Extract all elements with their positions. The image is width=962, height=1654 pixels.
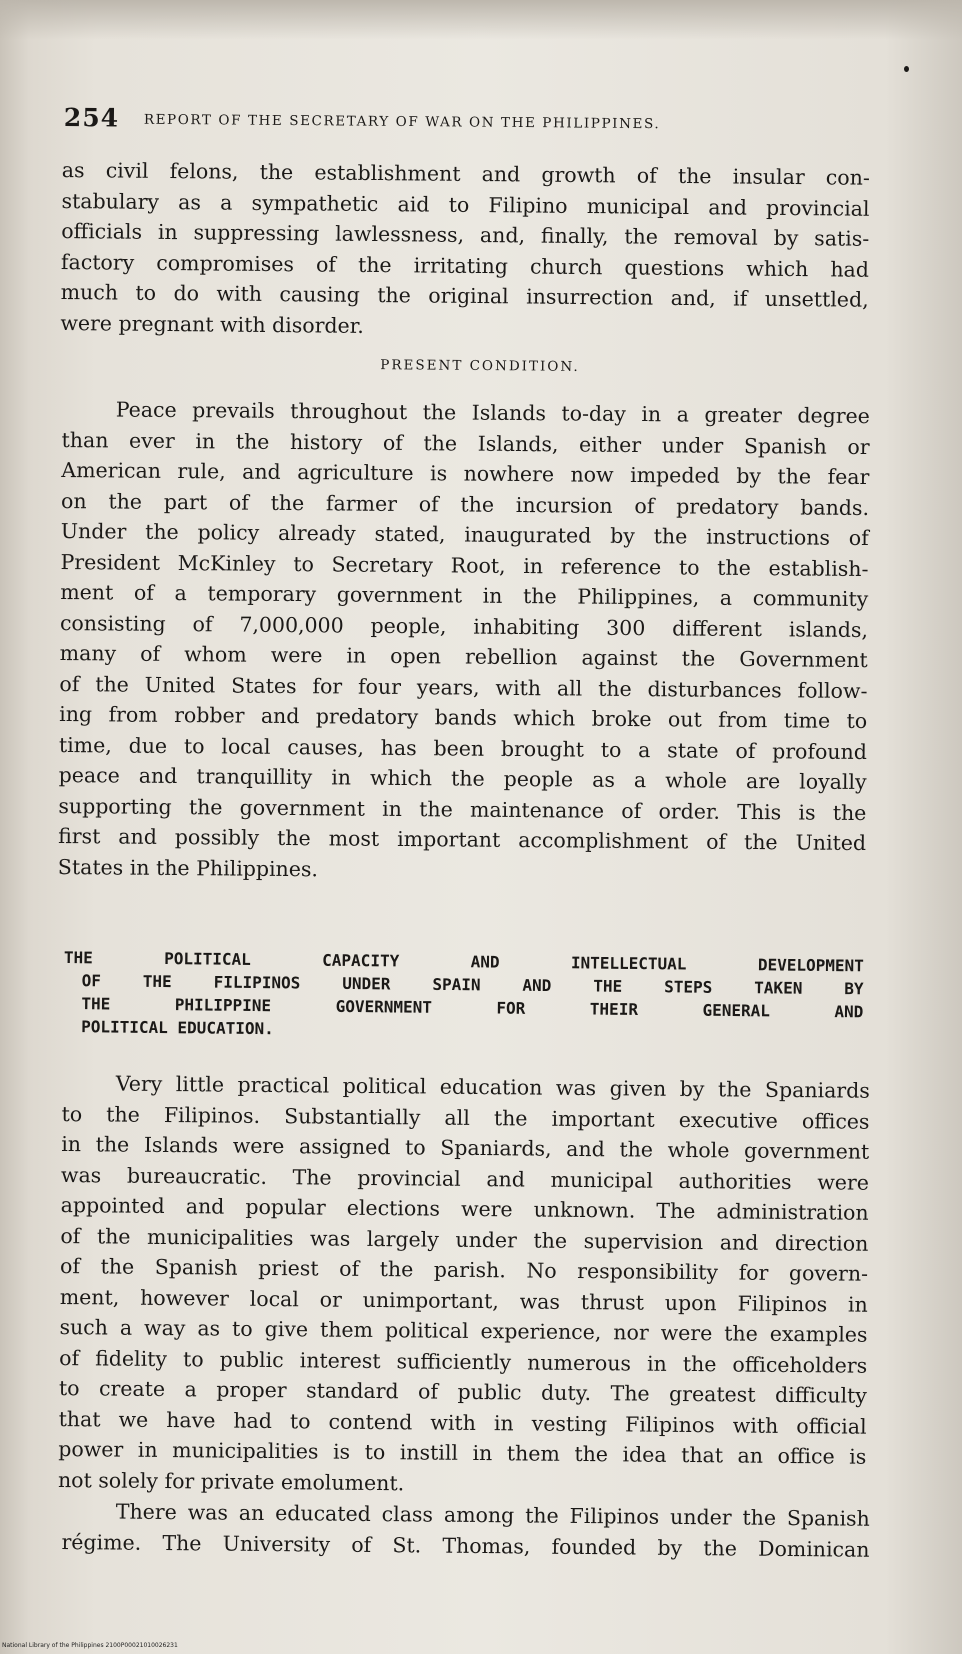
text-line: ing from robber and predatory bands which broke out from time to xyxy=(59,701,868,734)
ink-speck xyxy=(904,66,909,72)
heading-line: THE PHILIPPINE GOVERNMENT FOR THEIR GENERAL AND xyxy=(81,994,864,1022)
text-line: on the part of the farmer of the incursion of predatory bands. xyxy=(60,488,870,520)
text-line: stabulary as a sympathetic aid to Filipino municipal and provincial xyxy=(61,188,870,221)
page-number: 254 xyxy=(63,103,120,133)
text-line: ment, however local or unimportant, was thrust upon Filipinos in xyxy=(59,1284,868,1317)
text-line: ment of a temporary government in the Philippines, a community xyxy=(60,579,869,612)
paragraph-educated-class xyxy=(61,1496,870,1565)
text-line: much to do with causing the original insurrection and, if unsettled, xyxy=(60,279,869,312)
text-line: régime. The University of St. Thomas, founded by the Dominican xyxy=(61,1529,870,1562)
text-line: than ever in the history of the Islands, either under Spanish or xyxy=(61,427,870,459)
text-line: States in the Philippines. xyxy=(57,854,319,881)
text-line: factory compromises of the irritating church questions which had xyxy=(60,249,870,282)
text-line: supporting the government in the maintenance of order. This is the xyxy=(58,793,867,825)
text-line: of the United States for four years, with all the disturbances follow- xyxy=(59,671,868,703)
text-line: of fidelity to public interest sufficiently numerous in the officeholders xyxy=(59,1345,868,1378)
paragraph-intro xyxy=(60,155,870,346)
text-line: Very little practical political education was given by the Spaniards xyxy=(115,1071,870,1103)
section-heading-political-capacity xyxy=(63,946,864,1046)
text-line: President McKinley to Secretary Root, in reference to the establish- xyxy=(60,549,869,581)
text-line: appointed and popular elections were unknown. The administration xyxy=(60,1192,869,1225)
text-line: in the Islands were assigned to Spaniards, and the whole government xyxy=(61,1131,870,1164)
text-line: was bureaucratic. The provincial and municipal authorities were xyxy=(60,1162,870,1195)
text-line: consisting of 7,000,000 people, inhabiting 300 different islands, xyxy=(59,610,869,642)
running-head: REPORT OF THE SECRETARY OF WAR ON THE PHILIPPINES. xyxy=(143,111,661,133)
text-line: time, due to local causes, has been brought to a state of profound xyxy=(58,732,868,764)
text-line: power in municipalities is to instill in them the idea that an office is xyxy=(58,1436,867,1469)
text-line: Peace prevails throughout the Islands to-day in a greater degree xyxy=(115,397,870,429)
heading-line: THE POLITICAL CAPACITY AND INTELLECTUAL DEVELOPMENT xyxy=(63,947,864,976)
text-line: of the Spanish priest of the parish. No responsibility for govern- xyxy=(59,1253,869,1286)
heading-line: POLITICAL EDUCATION. xyxy=(81,1017,274,1039)
text-line: many of whom were in open rebellion against the Government xyxy=(59,640,868,673)
page-header xyxy=(64,103,884,144)
section-heading-present-condition: PRESENT CONDITION. xyxy=(380,357,580,375)
text-line: such a way as to give them political experience, nor were the examples xyxy=(59,1314,868,1347)
text-line: not solely for private emolument. xyxy=(57,1467,405,1495)
text-line: were pregnant with disorder. xyxy=(60,310,364,338)
text-line: officials in suppressing lawlessness, and, finally, the removal by satis- xyxy=(61,218,870,251)
text-line: first and possibly the most important accomplishment of the United xyxy=(58,823,867,856)
paragraph-present-condition xyxy=(58,394,870,889)
heading-line: OF THE FILIPINOS UNDER SPAIN AND THE STEPS TAKEN BY xyxy=(81,971,864,999)
paragraph-political-education xyxy=(58,1068,870,1503)
text-line: that we have had to contend with in vesting Filipinos with official xyxy=(58,1406,867,1439)
text-line: to create a proper standard of public duty. The greatest difficulty xyxy=(58,1375,868,1408)
text-line: Under the policy already stated, inaugurated by the instructions of xyxy=(60,518,869,551)
text-line: to the Filipinos. Substantially all the important executive offices xyxy=(61,1101,870,1134)
text-line: American rule, and agriculture is nowhere now impeded by the fear xyxy=(61,457,870,490)
scan-footer: National Library of the Philippines 2100P00021010026231 xyxy=(2,1642,178,1649)
text-line: of the municipalities was largely under the supervision and direction xyxy=(60,1223,869,1256)
text-line: peace and tranquillity in which the people as a whole are loyally xyxy=(58,762,867,795)
text-line: There was an educated class among the Filipinos under the Spanish xyxy=(115,1499,870,1531)
text-line: as civil felons, the establishment and growth of the insular con- xyxy=(61,157,870,190)
